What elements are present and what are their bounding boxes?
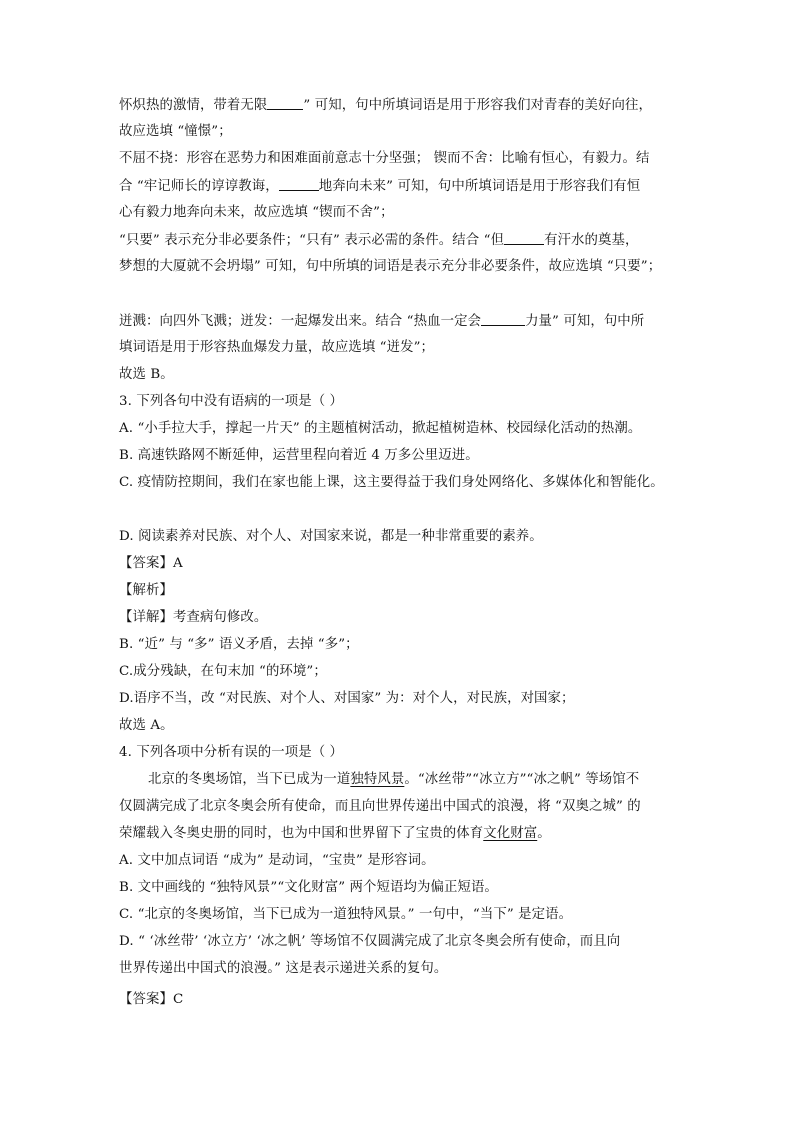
underlined-phrase: 文化财富 <box>483 826 538 841</box>
passage-line <box>148 771 639 789</box>
option-d: D. “ ‘冰丝带’ ‘冰立方’ ‘冰之帆’ 等场馆不仅圆满完成了北京冬奥会所有使命，而且向 <box>119 934 621 949</box>
text-line <box>119 177 640 196</box>
text-span: 有汗水的奠基， <box>544 233 639 248</box>
conclusion-line: 故选 A。 <box>119 718 174 733</box>
option-d-continued: 世界传递出中国式的浪漫。” 这是表示递进关系的复句。 <box>119 961 448 976</box>
text-span: 地奔向未来” 可知，句中所填词语是用于形容我们有恒 <box>318 179 641 194</box>
option-d: D. 阅读素养对民族、对个人、对国家来说，都是一种非常重要的素养。 <box>119 529 543 544</box>
fill-blank <box>504 231 544 245</box>
explanation-line: D.语序不当，改 “对民族、对个人、对国家” 为：对个人，对民族，对国家； <box>119 691 575 706</box>
option-a: A. “小手拉大手，撑起一片天” 的主题植树活动，掀起植树造林、校园绿化活动的热潮。 <box>119 421 642 436</box>
text-span: “只要” 表示充分非必要条件；“只有” 表示必需的条件。结合 “但 <box>119 233 505 248</box>
text-span: ” 可知，句中所填词语是用于形容我们对青春的美好向往， <box>303 98 652 113</box>
option-b: B. 高速铁路网不断延伸，运营里程向着近 4 万多公里迈进。 <box>119 448 479 463</box>
text-span: 北京的冬奥场馆，当下已成为一道 <box>148 772 351 787</box>
text-line: 梦想的大厦就不会坍塌” 可知，句中所填的词语是表示充分非必要条件，故应选填 “只要”； <box>119 259 662 274</box>
text-span: 迸溅：向四外飞溅；迸发：一起爆发出来。结合 “热血一定会 <box>119 314 482 329</box>
text-line <box>119 231 639 250</box>
text-span: 。“冰丝带”“冰立方”“冰之帆” 等场馆不 <box>404 772 640 787</box>
text-span: 合 “牢记师长的谆谆教诲， <box>119 179 279 194</box>
text-line <box>119 312 644 331</box>
analysis-label: 【解析】 <box>119 583 173 598</box>
fill-blank <box>481 312 525 326</box>
option-c: C. 疫情防控期间，我们在家也能上课，这主要得益于我们身处网络化、多媒体化和智能化。 <box>119 475 664 490</box>
text-line: 故选 B。 <box>119 367 174 382</box>
fill-blank <box>267 96 303 110</box>
text-line: 填词语是用于形容热血爆发力量，故应选填 “迸发”； <box>119 340 435 355</box>
text-span: 力量” 可知，句中所 <box>525 314 645 329</box>
underlined-phrase: 独特风景 <box>350 772 405 787</box>
option-c: C. “北京的冬奥场馆，当下已成为一道独特风景。” 一句中，“当下” 是定语。 <box>119 907 573 922</box>
answer-label: 【答案】A <box>119 556 183 571</box>
option-b: B. 文中画线的 “独特风景”“文化财富” 两个短语均为偏正短语。 <box>119 880 498 895</box>
explanation-line: B. “近” 与 “多” 语义矛盾，去掉 “多”； <box>119 637 359 652</box>
detail-label: 【详解】考查病句修改。 <box>119 610 268 625</box>
fill-blank <box>279 177 319 191</box>
text-line: 心有毅力地奔向未来，故应选填 “锲而不舍”； <box>119 205 394 220</box>
text-line <box>119 96 652 115</box>
answer-label: 【答案】C <box>119 992 184 1007</box>
text-line: 不屈不挠：形容在恶势力和困难面前意志十分坚强； 锲而不舍：比喻有恒心，有毅力。结 <box>119 151 650 166</box>
option-a: A. 文中加点词语 “成为” 是动词，“宝贵” 是形容词。 <box>119 853 435 868</box>
text-span: 荣耀载入冬奥史册的同时，也为中国和世界留下了宝贵的体育 <box>119 826 484 841</box>
text-span: 。 <box>537 826 551 841</box>
passage-line <box>119 825 551 843</box>
question-3-stem: 3. 下列各句中没有语病的一项是（ ） <box>119 394 344 409</box>
text-span: 怀炽热的激情，带着无限 <box>119 98 268 113</box>
explanation-line: C.成分残缺，在句末加 “的环境”； <box>119 664 327 679</box>
passage-line: 仅圆满完成了北京冬奥会所有使命，而且向世界传递出中国式的浪漫，将 “双奥之城” 的 <box>119 799 641 814</box>
text-line: 故应选填 “憧憬”； <box>119 124 232 139</box>
question-4-stem: 4. 下列各项中分析有误的一项是（ ） <box>119 745 344 760</box>
